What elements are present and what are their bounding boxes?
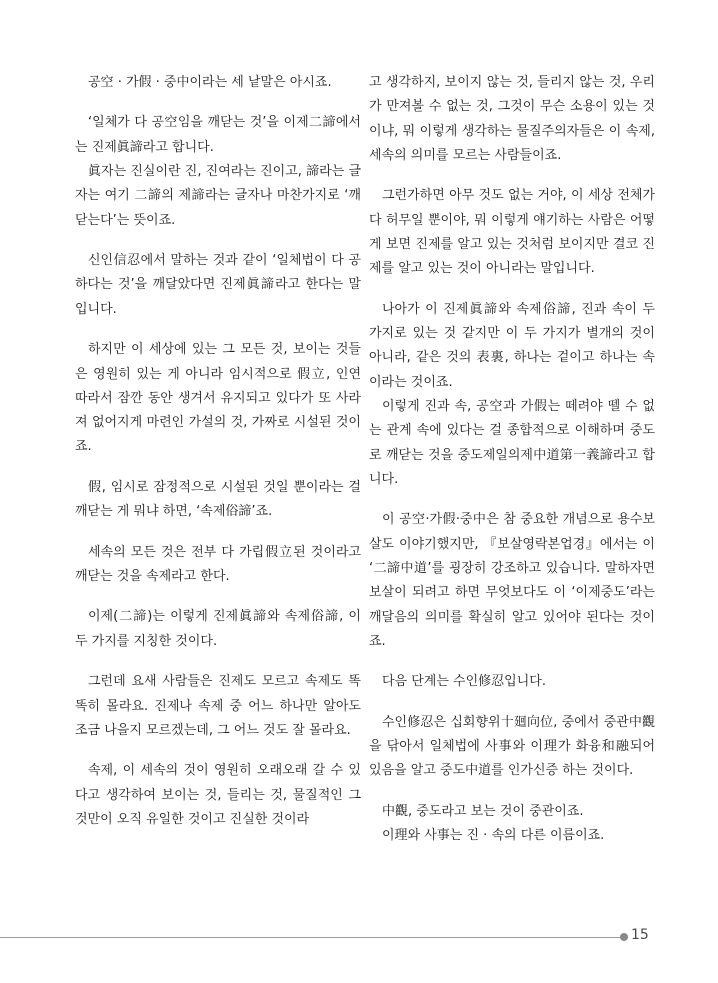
right-column bbox=[369, 71, 655, 848]
paragraph: 이 공空·가假·중中은 참 중요한 개념으로 용수보살도 이야기했지만, 『보살영락본업경』에서는 이 ‘二諦中道’를 굉장히 강조하고 있습니다. 말하자면 보살이 되려고 하면 무엇보다도 이 ‘이제중도’라는 깨달음의 의미를 확실히 알고 있어야 된다는 것이죠. bbox=[369, 512, 655, 649]
paragraph: 나아가 이 진제眞諦와 속제俗諦, 진과 속이 두 가지로 있는 것 같지만 이 두 가지가 별개의 것이 아니라, 같은 것의 表裏, 하나는 겉이고 하나는 속이라는 것이죠. bbox=[369, 301, 655, 390]
paragraph: 이理와 사事는 진 · 속의 다른 이름이죠. bbox=[382, 828, 605, 844]
paragraph: 中觀, 중도라고 보는 것이 중관이죠. bbox=[382, 803, 584, 819]
paragraph: 眞자는 진실이란 진, 진여라는 진이고, 諦라는 글자는 여기 二諦의 제諦라는 글자나 마찬가지로 ‘깨닫는다’는 뜻이죠. bbox=[75, 164, 361, 228]
paragraph: 수인修忍은 십회향위十廻向位, 중에서 중관中觀을 닦아서 일체법에 사事와 이理가 화융和融되어 있음을 알고 중도中道를 인가신증 하는 것이다. bbox=[369, 714, 655, 779]
paragraph: 속제, 이 세속의 것이 영원히 오래오래 갈 수 있다고 생각하여 보이는 것, 들리는 것, 물질적인 그것만이 오직 유일한 것이고 진실한 것이라 bbox=[75, 763, 361, 827]
left-column bbox=[75, 71, 361, 832]
paragraph: 假, 임시로 잠정적으로 시설된 것일 뿐이라는 걸 깨닫는 게 뭐냐 하면, ‘속제俗諦’죠. bbox=[75, 479, 361, 520]
paragraph: 이렇게 진과 속, 공空과 가假는 떼려야 뗄 수 없는 관계 속에 있다는 걸 종합적으로 이해하며 중도로 깨닫는 것을 중도제일의제中道第一義諦라고 합니다. bbox=[369, 398, 655, 487]
paragraph: 다음 단계는 수인修忍입니다. bbox=[382, 674, 546, 690]
footer-bullet-icon bbox=[620, 933, 628, 941]
paragraph: ‘일체가 다 공空임을 깨닫는 것’을 이제二諦에서는 진제眞諦라고 합니다. bbox=[75, 115, 361, 155]
paragraph: 하지만 이 세상에 있는 그 모든 것, 보이는 것들은 영원히 있는 게 아니라 임시적으로 假立, 인연 따라서 잠깐 동안 생겨서 유지되고 있다가 또 사라져 없어지게 마련인 가설의 것, 가짜로 시설된 것이죠. bbox=[75, 342, 361, 455]
page-number: 15 bbox=[631, 927, 649, 943]
paragraph: 세속의 모든 것은 전부 다 가립假立된 것이라고 깨닫는 것을 속제라고 한다. bbox=[75, 544, 361, 584]
paragraph: 신인信忍에서 말하는 것과 같이 ‘일체법이 다 공하다는 것’을 깨달았다면 진제眞諦라고 한다는 말입니다. bbox=[75, 253, 361, 317]
paragraph: 그런가하면 아무 것도 없는 거야, 이 세상 전체가 다 허무일 뿐이야, 뭐 이렇게 얘기하는 사람은 어떻게 보면 진제를 알고 있는 것처럼 보이지만 결코 진제를 알고 있는 것이 아니라는 말입니다. bbox=[369, 188, 655, 277]
paragraph: 고 생각하지, 보이지 않는 것, 들리지 않는 것, 우리가 만져볼 수 없는 것, 그것이 무슨 소용이 있는 것이냐, 뭐 이렇게 생각하는 물질주의자들은 이 속제, 세속의 의미를 모르는 사람들이죠. bbox=[369, 75, 655, 163]
paragraph: 공空 · 가假 · 중中이라는 세 낱말은 아시죠. bbox=[88, 75, 332, 90]
paragraph: 이제(二諦)는 이렇게 진제眞諦와 속제俗諦, 이 두 가지를 지칭한 것이다. bbox=[75, 609, 361, 649]
paragraph: 그런데 요새 사람들은 진제도 모르고 속제도 똑똑히 몰라요. 진제나 속제 중 어느 하나만 알아도 조금 나을지 모르겠는데, 그 어느 것도 잘 몰라요. bbox=[75, 674, 361, 738]
footer-rule bbox=[0, 937, 622, 938]
